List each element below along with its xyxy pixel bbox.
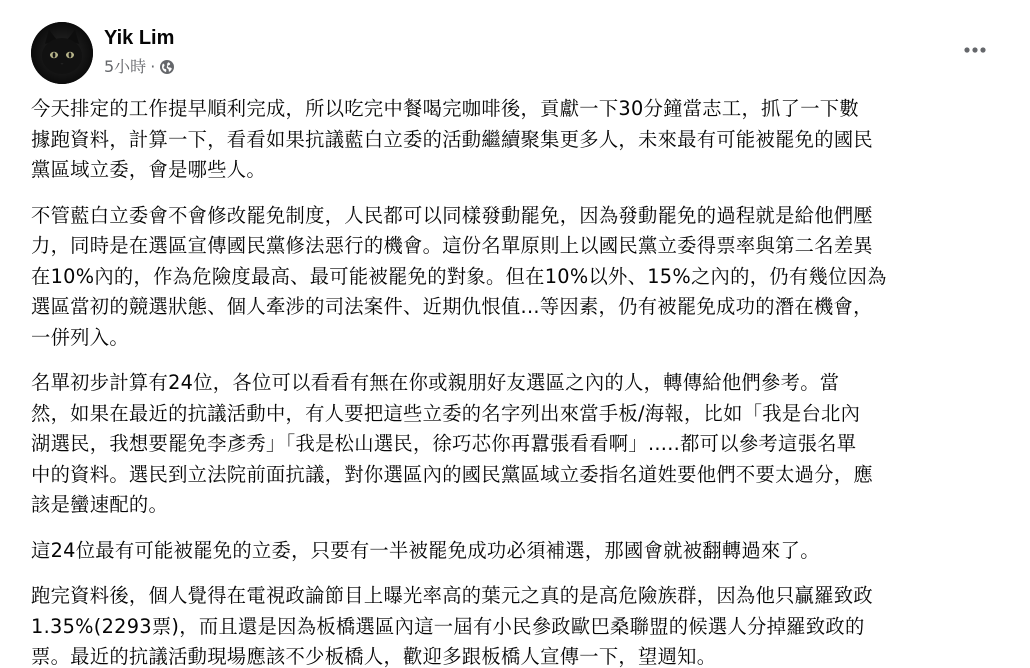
post-paragraph-5: 跑完資料後，個人覺得在電視政論節目上曝光率高的葉元之真的是高危險族群，因為他只贏羅致政 1.35%(2293票)，而且還是因為板橋選區內這一屆有小民參政歐巴桑聯盟的候選人分掉羅致政的 票。最近的抗議活動現場應該不少板橋人，歡迎多跟板橋人宣傳一下，望週知。 xyxy=(31,584,873,668)
globe-icon[interactable] xyxy=(159,59,175,75)
post-paragraph-3: 名單初步計算有24位，各位可以看看有無在你或親朋好友選區之內的人，轉傳給他們參考。當 然，如果在最近的抗議活動中，有人要把這些立委的名字列出來當手板/海報，比如「我是台北內 湖選民，我想要罷免李彥秀」「我是松山選民，徐巧芯你再囂張看看啊」.....都可以參考這張名單 中的資料。選民到立法院前面抗議，對你選區內的國民黨區域立委指名道姓要他們不要太過分，應 該是蠻速配的。 xyxy=(31,371,873,516)
post-meta xyxy=(104,57,175,77)
post-paragraph-1: 今天排定的工作提早順利完成，所以吃完中餐喝完咖啡後，貢獻一下30分鐘當志工，抓了一下數 據跑資料，計算一下，看看如果抗議藍白立委的活動繼續聚集更多人，未來最有可能被罷免的國民 黨區域立委，會是哪些人。 xyxy=(31,97,873,181)
post-body xyxy=(31,94,1006,668)
post-paragraph-4: 這24位最有可能被罷免的立委，只要有一半被罷免成功必須補選，那國會就被翻轉過來了。 xyxy=(31,538,820,562)
post-paragraph-2: 不管藍白立委會不會修改罷免制度，人民都可以同樣發動罷免，因為發動罷免的過程就是給他們壓 力，同時是在選區宣傳國民黨修法惡行的機會。這份名單原則上以國民黨立委得票率與第二名差異 在10%內的，作為危險度最高、最可能被罷免的對象。但在10%以外、15%之內的，仍有幾位因為 選區當初的競選狀態、個人牽涉的司法案件、近期仇恨值...等因素，仍有被罷免成功的潛在機會， 一併列入。 xyxy=(31,203,887,349)
more-options-icon xyxy=(963,46,987,54)
more-options-button[interactable] xyxy=(955,32,995,68)
black-cat-avatar-image xyxy=(31,22,93,84)
meta-separator: · xyxy=(150,57,156,76)
post-timestamp[interactable]: 5小時 xyxy=(104,57,147,76)
avatar[interactable] xyxy=(31,22,93,84)
author-name[interactable]: Yik Lim xyxy=(104,27,175,49)
